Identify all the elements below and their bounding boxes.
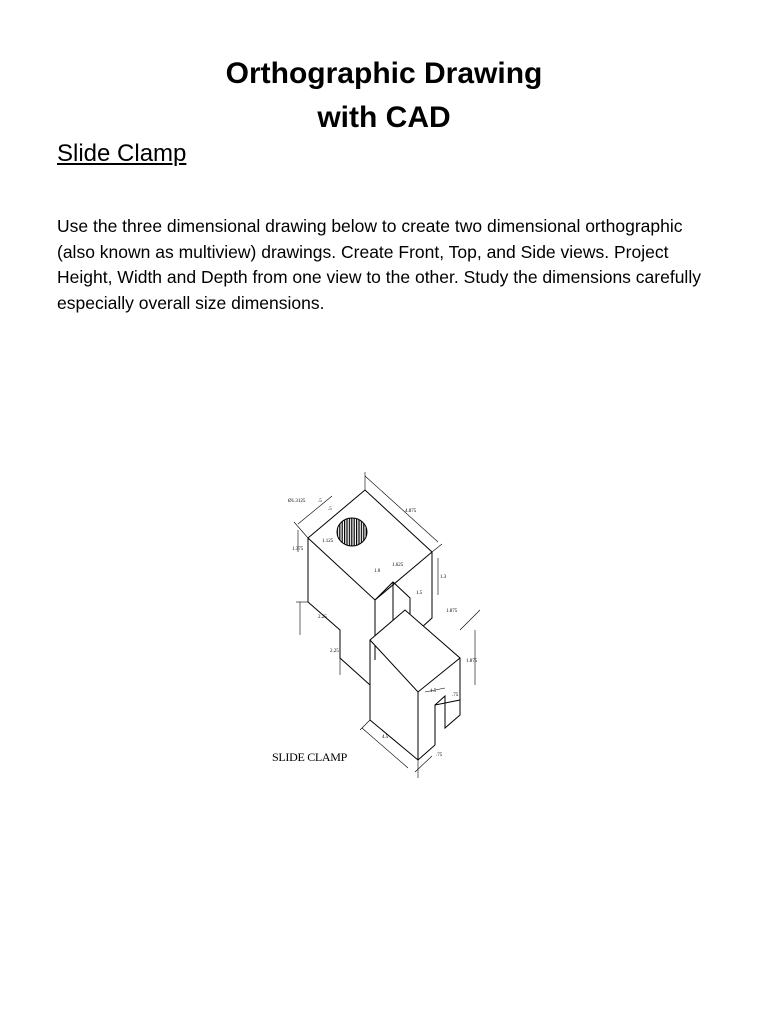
dim-15b: 1.5 bbox=[430, 689, 437, 694]
dim-top-b: .5 bbox=[328, 507, 332, 512]
instructions-paragraph: Use the three dimensional drawing below to create two dimensional orthographic (also known as multiview) drawings. Create Front, Top, and Side views. Project Height, Width and Depth from one view to the other. Study the dimensions carefully especially overall size dimensions. bbox=[57, 216, 701, 313]
slide-clamp-figure bbox=[260, 460, 500, 790]
lower-bottom bbox=[370, 720, 435, 760]
top-face bbox=[308, 490, 432, 600]
dim-1375: 1.375 bbox=[292, 547, 304, 552]
section-heading: Slide Clamp bbox=[57, 140, 187, 167]
lower-top-face bbox=[370, 610, 460, 692]
dim-13: 1.3 bbox=[440, 575, 447, 580]
figure-caption: SLIDE CLAMP bbox=[272, 750, 348, 764]
dim-223: 2.25 bbox=[330, 649, 339, 654]
dim-1-a: 1.0 bbox=[374, 569, 381, 574]
dim-length: 4.875 bbox=[405, 509, 417, 514]
dim-1125: 1.125 bbox=[322, 539, 334, 544]
dim-225: 2.25 bbox=[318, 615, 327, 620]
dim-1875: 1.875 bbox=[446, 609, 458, 614]
dim-45: 4.5 bbox=[382, 735, 389, 740]
dim-hole: Ø1.3125 bbox=[288, 499, 306, 504]
dim-top-a: .5 bbox=[318, 499, 322, 504]
dim-75b: .75 bbox=[436, 753, 443, 758]
hole bbox=[337, 518, 367, 546]
title-line-2: with CAD bbox=[317, 101, 451, 134]
isometric-drawing bbox=[260, 460, 500, 790]
document-title bbox=[0, 52, 768, 140]
dim-1875b: 1.875 bbox=[466, 659, 478, 664]
dim-75a: .75 bbox=[452, 693, 459, 698]
notch-outline bbox=[435, 700, 460, 745]
dim-1625: 1.625 bbox=[392, 563, 404, 568]
dim-15: 1.5 bbox=[416, 591, 423, 596]
title-line-1: Orthographic Drawing bbox=[225, 57, 543, 90]
